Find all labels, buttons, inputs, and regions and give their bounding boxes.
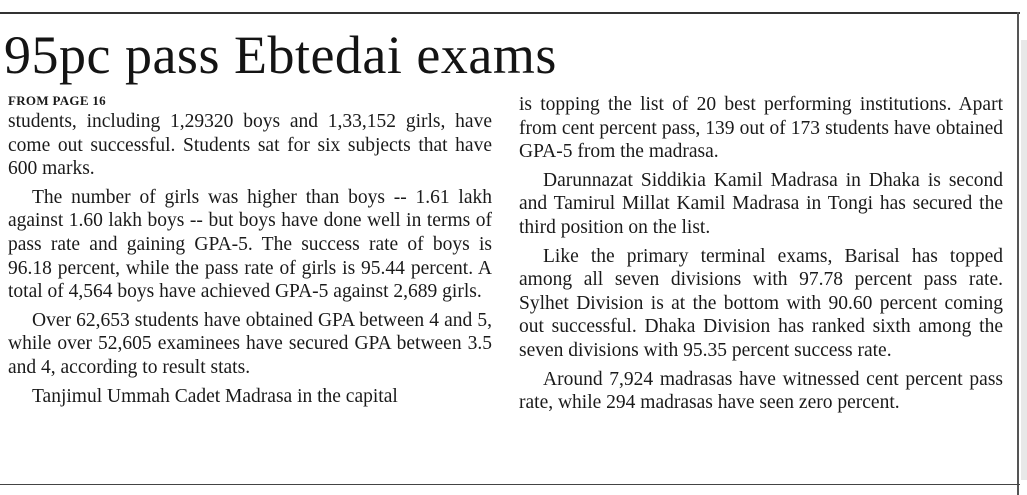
paragraph: Darunnazat Siddikia Kamil Madrasa in Dhaka is second and Tamirul Millat Kamil Madrasa in Tongi has secured the third position on the list. [519, 169, 1003, 238]
paragraph: students, including 1,29320 boys and 1,33,152 girls, have come out successful. Students sat for six subjects that have 600 marks. [8, 111, 492, 180]
paragraph: Tanjimul Ummah Cadet Madrasa in the capital [32, 385, 398, 407]
paragraph: Around 7,924 madrasas have witnessed cent percent pass rate, while 294 madrasas have seen zero percent. [519, 368, 1003, 414]
bottom-divider [0, 484, 1020, 485]
headline: 95pc pass Ebtedai exams [4, 25, 557, 85]
top-divider [0, 12, 1020, 14]
paragraph: The number of girls was higher than boys -- 1.61 lakh against 1.60 lakh boys -- but boys have done well in terms of pass rate and gaining GPA-5. The success rate of boys is 96.18 percent, while the pass rate of girls is 95.44 percent. A total of 4,564 boys have achieved GPA-5 against 2,689 girls. [8, 186, 492, 303]
jump-line: FROM PAGE 16 [8, 93, 106, 108]
left-column [8, 92, 492, 408]
paragraph: Like the primary terminal exams, Barisal has topped among all seven divisions with 97.78 percent pass rate. Sylhet Division is at the bottom with 90.60 percent coming out successful. Dhaka Division has ranked sixth among the seven divisions with 95.35 percent success rate. [519, 245, 1003, 361]
previous-article-cutoff [0, 0, 1027, 12]
right-column-divider [1017, 12, 1019, 495]
page-edge-shadow [1021, 40, 1027, 480]
paragraph: is topping the list of 20 best performing institutions. Apart from cent percent pass, 139 out of 173 students have obtained GPA-5 from the madrasa. [519, 94, 1003, 163]
right-column [519, 93, 1003, 415]
paragraph: Over 62,653 students have obtained GPA between 4 and 5, while over 52,605 examinees have secured GPA between 3.5 and 4, according to result stats. [8, 309, 492, 378]
